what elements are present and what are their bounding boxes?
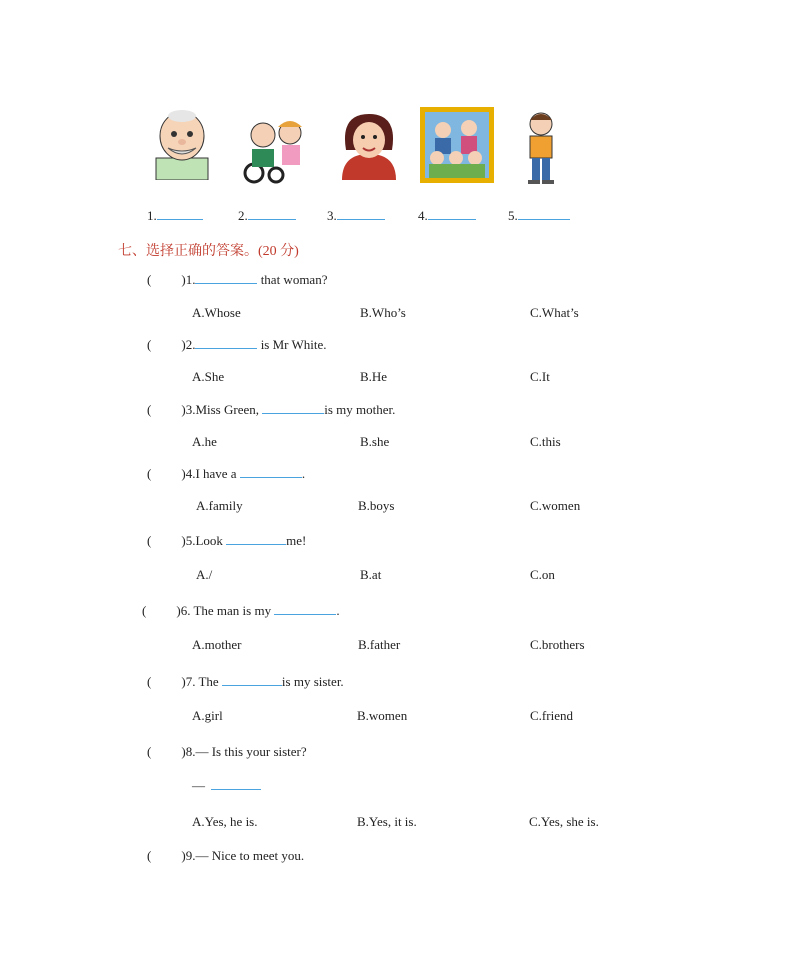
fill-blank[interactable] (195, 283, 257, 284)
answer-bracket-close: ) (181, 744, 186, 759)
section-title: 七、选择正确的答案。(20 分) (118, 244, 299, 259)
answer-bracket-close: ) (181, 674, 186, 689)
answer-bracket-open: ( (147, 848, 152, 863)
reply-dash: — (192, 778, 205, 793)
question-row (147, 744, 307, 760)
question-row (147, 674, 344, 690)
answer-bracket-open: ( (147, 402, 152, 417)
option-c[interactable]: C.friend (530, 708, 573, 723)
blank-number: 1. (147, 208, 157, 223)
answer-bracket-open: ( (142, 603, 147, 618)
picture-blank-4[interactable] (418, 208, 476, 224)
option-a[interactable]: A.mother (192, 637, 242, 652)
option-a[interactable]: A.Whose (192, 305, 241, 320)
answer-bracket-open: ( (147, 674, 152, 689)
answer-bracket-open: ( (147, 466, 152, 481)
grandpa-and-girl-picture (238, 115, 314, 185)
answer-bracket-close: ) (181, 848, 186, 863)
question-text-end: that woman? (257, 272, 328, 287)
question-text: 3.Miss Green, (185, 402, 263, 417)
answer-bracket-close: ) (181, 466, 186, 481)
option-c[interactable]: C.women (530, 498, 581, 513)
option-b[interactable]: B.father (358, 637, 401, 652)
question-text-end: is my sister. (281, 674, 344, 689)
option-a[interactable]: A.girl (192, 708, 223, 723)
option-b[interactable]: B.Yes, it is. (357, 814, 417, 829)
question-row (147, 272, 327, 288)
option-c[interactable]: C.on (530, 567, 555, 582)
fill-blank[interactable] (195, 348, 257, 349)
fill-blank[interactable] (226, 544, 286, 545)
picture-blank-1[interactable] (147, 208, 203, 224)
reply-line (192, 778, 261, 794)
question-text-end: me! (286, 533, 307, 548)
answer-bracket-close: ) (181, 337, 186, 352)
option-c[interactable]: C.It (530, 369, 550, 384)
picture-blank-3[interactable] (327, 208, 385, 224)
blank-number: 4. (418, 208, 428, 223)
question-text: 2. (185, 337, 196, 352)
option-a[interactable]: A.he (192, 434, 217, 449)
question-row (147, 848, 304, 864)
reply-blank[interactable] (211, 789, 261, 790)
fill-blank[interactable] (262, 413, 324, 414)
answer-bracket-close: ) (181, 272, 186, 287)
option-b[interactable]: B.she (360, 434, 390, 449)
question-text: 1. (185, 272, 196, 287)
question-text-end: . (336, 603, 340, 618)
answer-bracket-open: ( (147, 272, 152, 287)
grandfather-picture (150, 108, 214, 180)
question-row (147, 533, 306, 549)
fill-blank[interactable] (274, 614, 336, 615)
question-text: 4.I have a (185, 466, 240, 481)
option-a[interactable]: A.She (192, 369, 225, 384)
question-row (142, 603, 340, 619)
option-b[interactable]: B.boys (358, 498, 395, 513)
question-text-end: . (301, 466, 306, 481)
blank-number: 2. (238, 208, 248, 223)
family-photo-picture (419, 106, 495, 184)
answer-bracket-close: ) (181, 533, 186, 548)
option-a[interactable]: A.Yes, he is. (192, 814, 258, 829)
picture-blank-5[interactable] (508, 208, 570, 224)
answer-bracket-open: ( (147, 337, 152, 352)
answer-bracket-close: ) (181, 402, 186, 417)
question-row (147, 337, 327, 353)
option-c[interactable]: C.this (530, 434, 561, 449)
woman-picture (336, 110, 402, 180)
option-b[interactable]: B.women (357, 708, 408, 723)
answer-bracket-open: ( (147, 533, 152, 548)
option-b[interactable]: B.Who’s (360, 305, 406, 320)
answer-bracket-open: ( (147, 744, 152, 759)
option-c[interactable]: C.What’s (530, 305, 579, 320)
option-b[interactable]: B.He (360, 369, 388, 384)
fill-blank[interactable] (240, 477, 302, 478)
question-text: 6. The man is my (180, 603, 275, 618)
boy-picture (520, 108, 562, 186)
blank-number: 5. (508, 208, 518, 223)
option-a[interactable]: A.family (196, 498, 243, 513)
blank-number: 3. (327, 208, 337, 223)
option-a[interactable]: A./ (196, 567, 213, 582)
option-c[interactable]: C.Yes, she is. (529, 814, 599, 829)
question-text: 5.Look (185, 533, 227, 548)
option-b[interactable]: B.at (360, 567, 382, 582)
fill-blank[interactable] (222, 685, 282, 686)
question-text-end: is my mother. (324, 402, 396, 417)
question-text-end: is Mr White. (257, 337, 327, 352)
question-row (147, 466, 305, 482)
picture-blank-2[interactable] (238, 208, 296, 224)
question-text: 9.— Nice to meet you. (185, 848, 305, 863)
question-text: 8.— Is this your sister? (185, 744, 307, 759)
question-row (147, 402, 395, 418)
question-text: 7. The (185, 674, 222, 689)
option-c[interactable]: C.brothers (530, 637, 585, 652)
answer-bracket-close: ) (176, 603, 181, 618)
